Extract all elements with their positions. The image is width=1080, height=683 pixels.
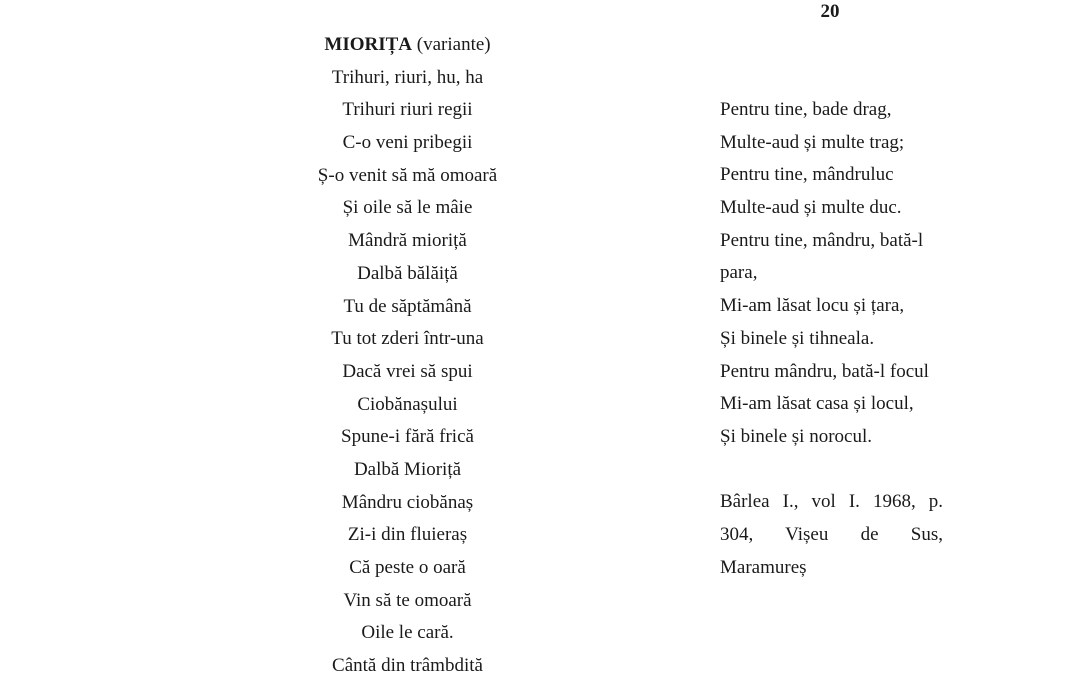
poem-line: Multe-aud și multe duc. [720,197,902,219]
poem-line: Zi-i din fluieraș [347,524,468,546]
citation-line: Bârlea I., vol I. 1968, p. [720,491,943,513]
poem-line: Spune-i fără frică [341,426,474,448]
page-number: 20 [820,1,840,22]
poem-title [255,29,560,62]
poem-right-column [720,94,943,584]
poem-line: Oile le cară. [361,622,454,644]
poem-line: Cântă din trâmbdită [332,655,483,677]
poem-line: Tu de săptămână [343,295,472,317]
poem-line: Dalbă bălăiță [357,262,458,284]
poem-line: Trihuri riuri regii [342,99,473,121]
citation-line: Maramureș [720,556,807,578]
poem-line: Tu tot zderi într-una [331,328,484,350]
poem-line: Vin să te omoară [343,589,472,611]
poem-line: Multe-aud și multe trag; [720,131,905,153]
poem-line: Ș-o venit să mă omoară [317,164,498,186]
poem-line: Mândru ciobănaș [341,491,474,513]
poem-line: Pentru tine, mândru, bată-l [720,229,924,251]
poem-line: Și oile să le mâie [342,197,473,219]
poem-line: Dalbă Mioriță [353,458,462,480]
poem-title-rest: (variante) [412,34,491,55]
poem-line: Pentru tine, mândruluc [720,164,894,186]
citation-line: 304, Vișeu de Sus, [720,523,943,545]
poem-line: Trihuri, riuri, hu, ha [331,66,484,88]
poem-line: C-o veni pribegii [342,132,473,154]
poem-line: Și binele și norocul. [720,425,872,447]
poem-line: Pentru tine, bade drag, [720,99,892,120]
poem-line: Dacă vrei să spui [342,360,473,382]
stanza-gap [720,454,943,487]
poem-title-bold: MIORIȚA [324,34,413,55]
poem-line: Mi-am lăsat locu și țara, [720,295,905,317]
poem-line: Mândră mioriță [348,230,467,252]
poem-line: Și binele și tihneala. [720,327,875,349]
poem-line: Mi-am lăsat casa și locul, [720,393,914,415]
poem-left-column [255,29,560,683]
source-citation [720,486,943,584]
poem-line: Pentru mândru, bată-l focul [720,360,929,382]
poem-line: Ciobănașului [357,393,458,415]
poem-line: para, [720,262,758,284]
poem-line: Că peste o oară [349,557,466,578]
